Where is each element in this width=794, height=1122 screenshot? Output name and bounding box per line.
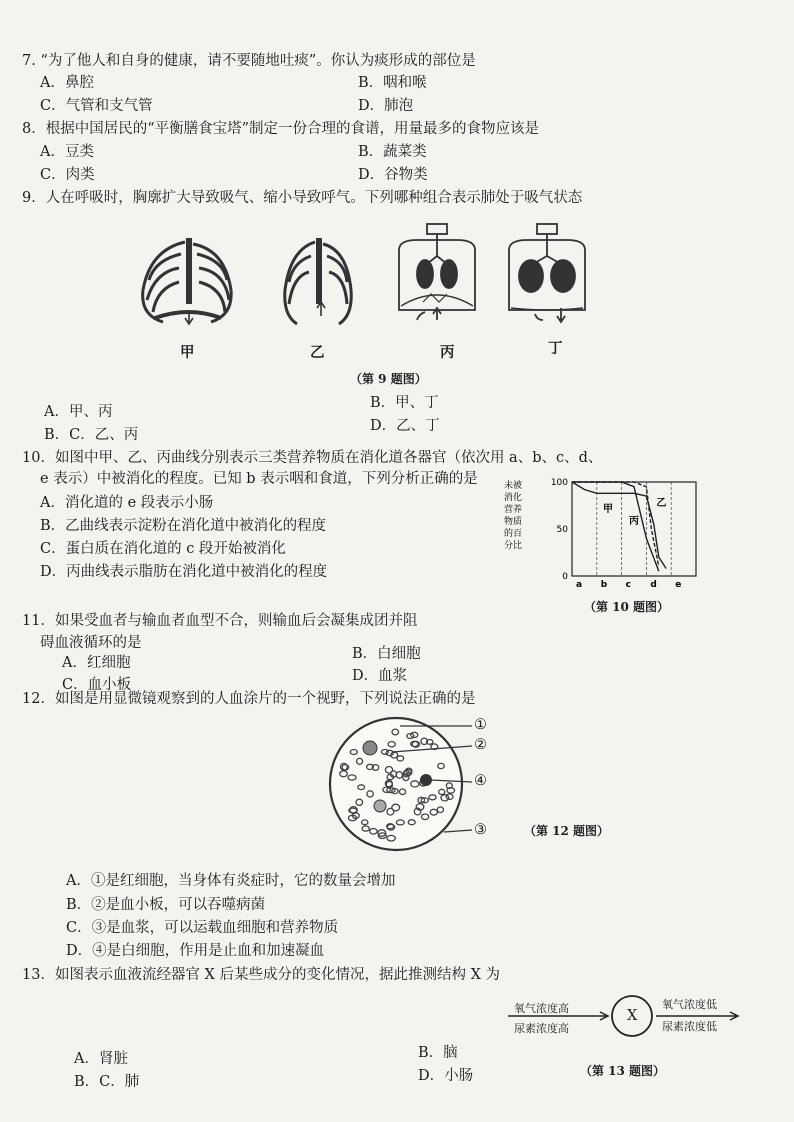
q9-label-ding: 丁 [548,340,563,357]
q9-label-yi: 乙 [310,344,325,361]
q8-option-a: A．豆类 [40,144,94,160]
q13-option-a: A．肾脏 [74,1051,128,1067]
q13-caption: （第 13 题图） [580,1064,666,1078]
q10-option-b: B．乙曲线表示淀粉在消化道中被消化的程度 [40,518,327,534]
q13-node-label: X [627,1008,638,1024]
q12-marker-3: ③ [474,822,487,838]
q8-option-d: D．谷物类 [358,167,428,183]
series-label-乙: 乙 [656,498,667,509]
q12-marker-4: ④ [474,773,487,789]
q10-option-a: A．消化道的 e 段表示小肠 [40,495,214,511]
chart-y-tick: 0 [562,572,568,582]
ribcage-yi-icon [285,238,352,324]
white-blood-cell-icon [363,741,377,755]
q7-option-c: C．气管和支气管 [40,98,153,114]
q9-option-b: B．甲、丁 [370,395,439,411]
chart-ylabel: 未被消化营养物质的百分比 [504,481,523,551]
q10-stem-line1: 10．如图中甲、乙、丙曲线分别表示三类营养物质在消化道各器官（依次用 a、b、c、d、 [22,450,603,466]
q9-label-jia: 甲 [180,344,195,361]
q13-out-bottom: 尿素浓度低 [662,1020,717,1033]
chart-y-tick: 100 [550,478,568,488]
q7-option-b: B．咽和喉 [358,75,427,91]
q9-option-d: D．乙、丁 [370,418,440,434]
q13-in-top: 氧气浓度高 [514,1002,569,1015]
q13-option-d: D．小肠 [418,1068,474,1084]
q9-stem: 9．人在呼吸时，胸廓扩大导致吸气、缩小导致呼气。下列哪种组合表示肺处于吸气状态 [22,190,583,206]
q12-stem: 12．如图是用显微镜观察到的人血涂片的一个视野，下列说法正确的是 [22,691,476,707]
series-label-丙: 丙 [629,516,640,527]
bell-jar-bing-icon [399,224,475,320]
q12-marker-2: ② [474,737,487,753]
q12-option-a: A．①是红细胞，当身体有炎症时，它的数量会增加 [66,873,396,889]
chart-x-tick: d [650,580,657,590]
q10-option-c: C．蛋白质在消化道的 c 段开始被消化 [40,541,286,557]
ribcage-jia-icon [143,238,232,324]
chart-frame [572,482,696,576]
q13-option-b: B．脑 [418,1045,458,1061]
q8-option-b: B．蔬菜类 [358,144,427,160]
series-line-乙 [572,482,666,569]
q13-option-c: B．C．肺 [74,1074,140,1090]
q12-caption: （第 12 题图） [524,824,610,838]
chart-x-tick: a [576,580,583,590]
series-label-甲: 甲 [603,504,613,515]
q9-option-a: A．甲、丙 [44,404,113,420]
q10-digestion-chart [500,476,700,592]
q7-option-a: A．鼻腔 [40,75,94,91]
q10-caption: （第 10 题图） [584,600,670,614]
q8-stem: 8．根据中国居民的“平衡膳食宝塔”制定一份合理的食谱，用量最多的食物应该是 [22,121,540,137]
series-line-丙 [572,482,659,567]
q9-figure [125,220,605,360]
q7-stem: 7. “为了他人和自身的健康，请不要随地吐痰”。你认为痰形成的部位是 [22,53,476,69]
q11-option-d: D．血浆 [352,668,408,684]
chart-x-tick: b [600,580,608,590]
q11-stem-line2: 碍血液循环的是 [40,635,142,651]
q12-marker-1: ① [474,717,487,733]
q13-out-top: 氧气浓度低 [662,998,717,1011]
q10-stem-line2: e 表示）中被消化的程度。已知 b 表示咽和食道，下列分析正确的是 [40,471,478,487]
q11-option-c: C．血小板 [62,677,132,693]
q9-label-bing: 丙 [440,344,455,361]
cell-small-icon [374,800,386,812]
chart-y-tick: 50 [556,525,568,535]
q9-caption: （第 9 题图） [350,372,427,386]
chart-x-tick: e [675,580,682,590]
q13-in-bottom: 尿素浓度高 [514,1022,569,1035]
q12-option-c: C．③是血浆，可以运载血细胞和营养物质 [66,920,339,936]
q7-option-d: D．肺泡 [358,98,414,114]
q10-option-d: D．丙曲线表示脂肪在消化道中被消化的程度 [40,564,328,580]
q11-stem-line1: 11．如果受血者与输血者血型不合，则输血后会凝集成团并阻 [22,613,418,629]
q9-option-c: B．C．乙、丙 [44,427,139,443]
q12-option-d: D．④是白细胞，作用是止血和加速凝血 [66,943,325,959]
q8-option-c: C．肉类 [40,167,95,183]
bell-jar-ding-icon [509,224,585,322]
q13-stem: 13．如图表示血液流经器官 X 后某些成分的变化情况，据此推测结构 X 为 [22,967,501,983]
chart-x-tick: c [625,580,631,590]
q12-option-b: B．②是血小板，可以吞噬病菌 [66,897,266,913]
q11-option-a: A．红细胞 [62,655,131,671]
q11-option-b: B．白细胞 [352,646,421,662]
